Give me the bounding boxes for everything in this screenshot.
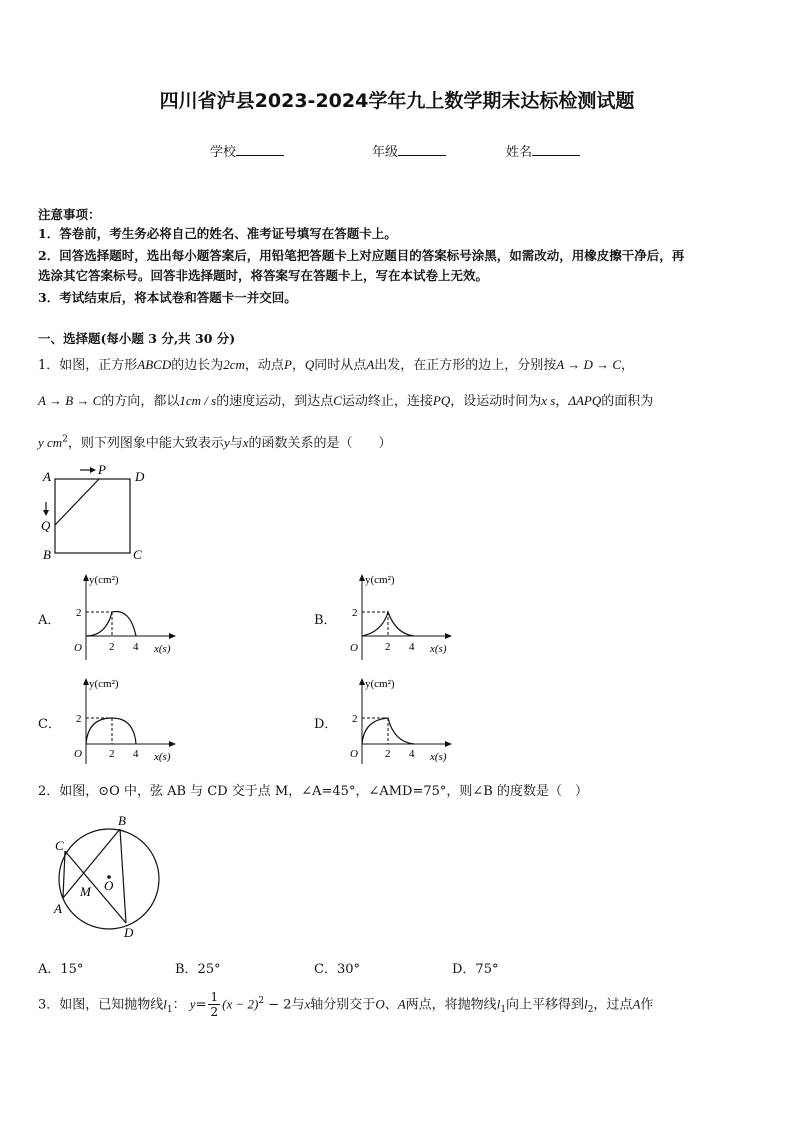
- q3-text: 、: [384, 997, 398, 1013]
- q1-text: ，设运动时间为: [450, 394, 542, 409]
- page-title: 四川省泸县2023-2024学年九上数学期末达标检测试题: [159, 90, 635, 112]
- q3-line-1: [38, 986, 653, 1025]
- notice-item-3: 3．考试结束后，将本试卷和答题卡一并交回。: [38, 290, 297, 305]
- graph-xlabel: x(s): [154, 643, 171, 655]
- q2-option-a[interactable]: A．15°: [38, 962, 84, 977]
- q1-math: y: [223, 435, 230, 450]
- graph-origin: O: [74, 642, 82, 654]
- graph-ylabel: y(cm²): [365, 574, 395, 586]
- q3-text: 作: [640, 997, 654, 1013]
- q1-graph-c: [68, 676, 188, 768]
- q3-fraction: [208, 990, 220, 1019]
- q1-text: ，: [555, 394, 569, 409]
- q1-math: ΔAPQ: [568, 393, 602, 408]
- q1-text: 出发，在正方形的边上，分别按: [374, 358, 557, 373]
- q3-text: 与: [291, 997, 305, 1013]
- q1-line-2: [38, 390, 653, 409]
- grade-field: [372, 141, 446, 160]
- graph-y2: 2: [76, 713, 82, 725]
- q1-math: x s: [541, 393, 556, 408]
- q3-text: ：: [172, 997, 186, 1013]
- graph-origin: O: [350, 748, 358, 760]
- graph-ylabel: y(cm²): [89, 574, 119, 586]
- q2-option-b[interactable]: B．25°: [175, 962, 221, 977]
- q3-math: A: [397, 996, 406, 1012]
- q1-math: A → D → C: [556, 357, 622, 372]
- label-b: B: [118, 813, 126, 828]
- graph-x2: 2: [109, 748, 115, 760]
- label-c: C: [133, 547, 142, 562]
- q2-option-c[interactable]: C．30°: [314, 962, 360, 977]
- school-blank[interactable]: [236, 143, 284, 156]
- label-a: A: [43, 469, 51, 484]
- q1-text: 同时从点: [314, 358, 367, 373]
- q1-math: y cm: [38, 435, 63, 450]
- name-blank[interactable]: [532, 143, 580, 156]
- graph-x2: 2: [385, 641, 391, 653]
- graph-x2: 2: [109, 641, 115, 653]
- q1-option-d[interactable]: D．: [314, 717, 338, 732]
- q3-text: 3．如图，已知抛物线: [38, 997, 164, 1013]
- graph-x4: 4: [133, 641, 139, 653]
- q3-frac-num: 1: [210, 990, 219, 1005]
- arrow-q-head: [43, 510, 49, 516]
- segment-pq: [55, 479, 99, 525]
- q1-math: ABCD: [137, 357, 172, 372]
- q1-text: 的速度运动，到达点: [216, 394, 334, 409]
- notice-heading: 注意事项：: [38, 207, 101, 222]
- q3-math: 2: [258, 996, 265, 1006]
- q1-text: 1．如图，正方形: [38, 358, 138, 373]
- q1-text: ，动点: [244, 358, 284, 373]
- grade-blank[interactable]: [398, 143, 446, 156]
- label-q: Q: [41, 518, 51, 533]
- q1-math: C: [333, 393, 342, 408]
- label-m: M: [80, 884, 91, 899]
- label-b: B: [43, 547, 51, 562]
- segment-bd: [120, 829, 126, 923]
- name-label: 姓名: [506, 145, 533, 160]
- grade-label: 年级: [372, 145, 399, 160]
- q3-math: l: [496, 996, 501, 1012]
- q1-text: 的面积为: [601, 394, 654, 409]
- label-o: O: [104, 878, 114, 893]
- label-a: A: [54, 901, 62, 916]
- q1-graph-d: [344, 676, 464, 768]
- q1-math: A → B → C: [38, 393, 102, 408]
- graph-x4: 4: [409, 641, 415, 653]
- q3-math: l: [584, 996, 588, 1012]
- q1-math: 1cm / s: [179, 393, 217, 408]
- q1-text: ，: [291, 358, 305, 373]
- q3-math: y: [189, 996, 196, 1012]
- q1-math: A: [366, 357, 375, 372]
- q3-math: 1: [166, 1004, 173, 1015]
- label-p: P: [98, 462, 106, 477]
- graph-xlabel: x(s): [154, 751, 171, 763]
- q3-math: O: [375, 996, 385, 1012]
- q3-text: ，过点: [593, 997, 633, 1013]
- q3-text: 两点，将抛物线: [405, 997, 497, 1013]
- q1-option-b[interactable]: B．: [314, 613, 337, 628]
- notice-item-1: 1．答卷前，考生务必将自己的姓名、准考证号填写在答题卡上。: [38, 226, 397, 241]
- q1-math: 2: [62, 434, 68, 445]
- q3-frac-den: 2: [210, 1005, 219, 1020]
- q1-math: P: [283, 357, 292, 372]
- q2-text: 2．如图，⊙O 中，弦 AB 与 CD 交于点 M，∠A=45°，∠AMD=75°，则∠B 的度数是（ ）: [38, 784, 588, 799]
- q3-math: 2: [587, 1004, 594, 1015]
- graph-y2: 2: [352, 713, 358, 725]
- graph-ylabel: y(cm²): [365, 678, 395, 690]
- q3-math: =: [195, 997, 207, 1013]
- q1-text: 与: [229, 436, 243, 451]
- q2-circle-figure: [46, 810, 172, 942]
- school-label: 学校: [210, 145, 237, 160]
- q1-text: 运动终止，连接: [341, 394, 433, 409]
- q1-math: Q: [304, 357, 315, 372]
- graph-x4: 4: [409, 748, 415, 760]
- curve-a: [86, 612, 136, 637]
- q1-math: x: [242, 435, 249, 450]
- label-d: D: [135, 469, 145, 484]
- q3-math: x: [304, 996, 311, 1012]
- q1-math: 2cm: [223, 357, 245, 372]
- graph-xlabel: x(s): [430, 751, 447, 763]
- q1-text: 的函数关系的是（ ）: [248, 436, 392, 451]
- arrow-p-head: [90, 467, 96, 473]
- q3-math: 1: [500, 1004, 507, 1015]
- q1-option-c[interactable]: C．: [38, 717, 61, 732]
- graph-x2: 2: [385, 748, 391, 760]
- notice-item-2: 2．回答选择题时，选出每小题答案后，用铅笔把答题卡上对应题目的答案标号涂黑，如需改动，用橡皮擦干净后，再: [38, 248, 685, 263]
- school-field: [210, 141, 284, 160]
- q2-option-d[interactable]: D．75°: [452, 962, 499, 977]
- graph-y2: 2: [76, 607, 82, 619]
- q3-math: A: [632, 996, 641, 1012]
- curve-c: [86, 718, 136, 744]
- q1-line-3: [38, 432, 392, 451]
- square: [55, 479, 130, 553]
- graph-origin: O: [350, 642, 358, 654]
- q3-math: − 2: [264, 997, 292, 1013]
- q1-line-1: [38, 354, 634, 373]
- graph-origin: O: [74, 748, 82, 760]
- q3-text: 向上平移得到: [506, 997, 585, 1013]
- q1-text: 的方向，都以: [101, 394, 180, 409]
- label-d: D: [124, 925, 134, 940]
- name-field: [506, 141, 580, 160]
- q1-square-figure: [36, 460, 156, 565]
- q1-option-a[interactable]: A．: [38, 613, 61, 628]
- graph-ylabel: y(cm²): [89, 678, 119, 690]
- graph-xlabel: x(s): [430, 643, 447, 655]
- label-c: C: [55, 838, 64, 853]
- section-heading: 一、选择题(每小题 3 分,共 30 分): [38, 331, 236, 346]
- graph-x4: 4: [133, 748, 139, 760]
- q3-math: l: [163, 996, 167, 1012]
- q1-graph-b: [344, 572, 464, 664]
- q3-text: 轴分别交于: [310, 997, 376, 1013]
- q1-text: ，则下列图象中能大致表示: [67, 436, 224, 451]
- q1-math: PQ: [432, 393, 451, 408]
- graph-y2: 2: [352, 607, 358, 619]
- q3-math: (x − 2): [222, 996, 259, 1012]
- q1-graph-a: [68, 572, 188, 664]
- q1-text: 的边长为: [171, 358, 224, 373]
- q1-text: ，: [621, 358, 635, 373]
- notice-item-2-cont: 选涂其它答案标号。回答非选择题时，将答案写在答题卡上，写在本试卷上无效。: [38, 268, 489, 283]
- chord-cd: [65, 851, 126, 923]
